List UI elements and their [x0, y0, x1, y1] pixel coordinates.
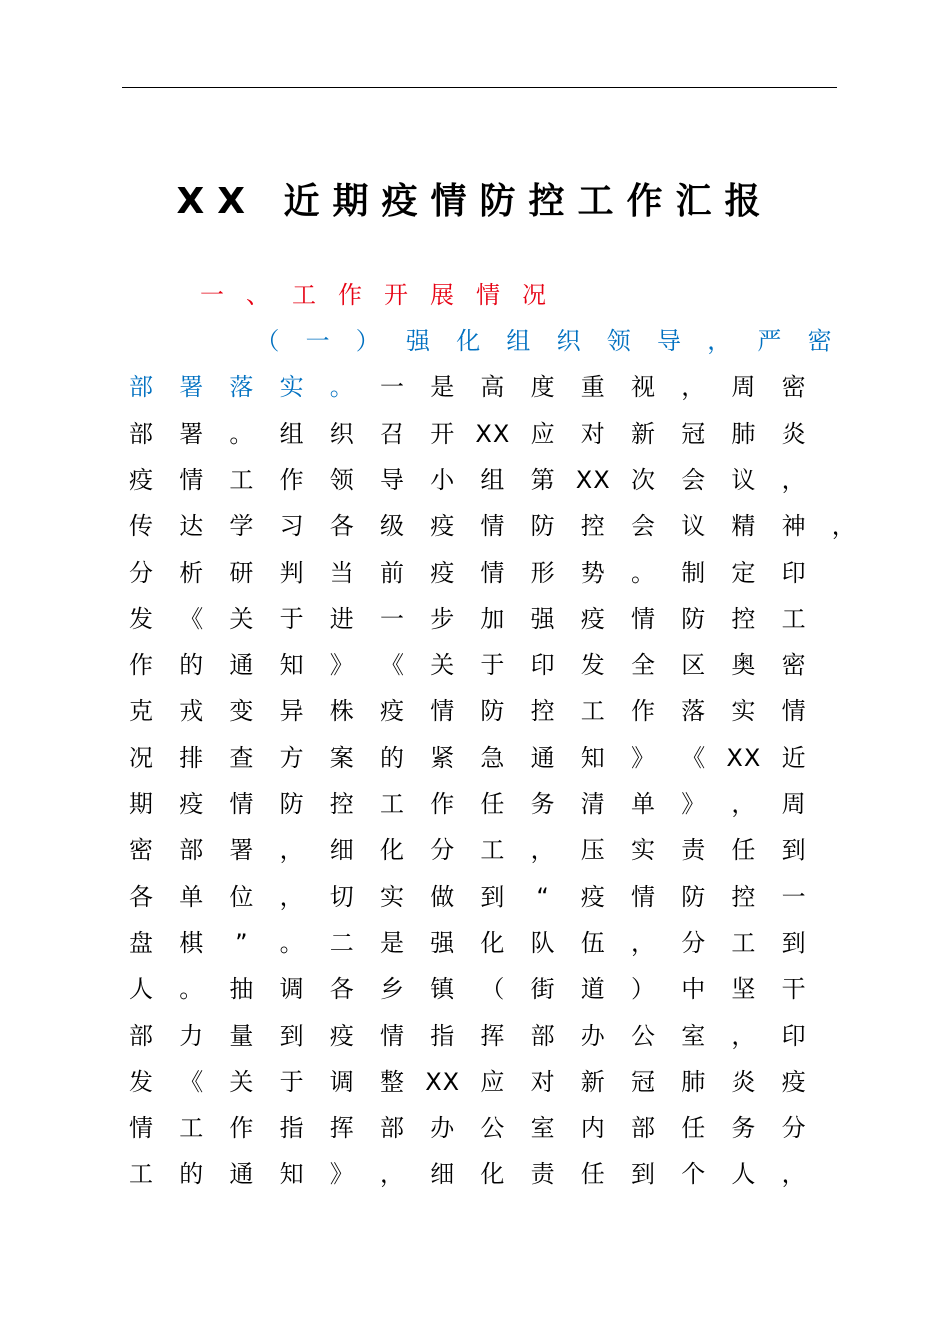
glyph: 。: [179, 975, 204, 1004]
glyph: 开: [430, 419, 455, 448]
glyph: 领: [329, 465, 354, 494]
glyph: 精: [731, 512, 756, 541]
glyph: 。: [229, 419, 254, 448]
glyph: 控: [731, 882, 756, 911]
glyph: 案: [329, 743, 354, 772]
body-line: [0, 503, 950, 549]
glyph: 指: [279, 1114, 304, 1143]
glyph: 务: [530, 790, 555, 818]
glyph: 部: [179, 836, 204, 865]
glyph: 印: [781, 1021, 806, 1050]
glyph: 是: [380, 928, 404, 957]
glyph: 人: [129, 975, 153, 1004]
glyph: 街: [530, 975, 555, 1004]
glyph: 情: [631, 882, 655, 911]
glyph: ，: [781, 1160, 806, 1189]
glyph: 变: [229, 697, 254, 726]
glyph: 防: [681, 882, 706, 911]
glyph: 防: [530, 512, 555, 541]
glyph: 情: [129, 1114, 153, 1143]
glyph: 异: [279, 697, 304, 726]
glyph: ，: [781, 465, 806, 494]
glyph: ，: [681, 373, 706, 402]
glyph: 个: [681, 1160, 706, 1189]
body-line: [0, 364, 950, 410]
glyph: 密: [807, 327, 832, 355]
glyph: ，: [530, 836, 555, 865]
glyph: 周: [781, 790, 806, 818]
glyph: 单: [631, 790, 655, 818]
glyph: 强: [530, 604, 555, 633]
glyph: 分: [430, 836, 455, 865]
glyph: ）: [631, 975, 655, 1004]
glyph: 位: [229, 882, 254, 911]
glyph: 任: [480, 790, 505, 818]
glyph: 排: [179, 743, 204, 772]
glyph: 《: [179, 1067, 204, 1096]
glyph: 定: [731, 558, 756, 587]
glyph: 办: [430, 1114, 455, 1143]
glyph: 周: [731, 373, 756, 402]
glyph: 。: [329, 373, 354, 402]
glyph: 会: [631, 512, 655, 541]
glyph: 责: [530, 1160, 555, 1189]
glyph: 挥: [329, 1114, 354, 1143]
glyph: 署: [229, 836, 254, 865]
glyph: 关: [229, 604, 254, 633]
glyph: 盘: [129, 928, 153, 957]
body-line: [0, 596, 950, 642]
glyph: 控: [580, 512, 605, 541]
glyph: 控: [530, 697, 555, 726]
glyph: 度: [530, 373, 555, 402]
body-line: [0, 642, 950, 688]
glyph: 应: [480, 1067, 505, 1096]
glyph: 导: [380, 465, 404, 494]
glyph: 情: [229, 790, 254, 818]
glyph: 第: [530, 465, 555, 494]
glyph: 作: [430, 790, 455, 818]
body-line: [0, 827, 950, 873]
glyph: 紧: [430, 743, 455, 772]
glyph: 指: [430, 1021, 455, 1050]
body-line: [0, 457, 950, 503]
glyph: 办: [580, 1021, 605, 1050]
glyph: 分: [681, 928, 706, 957]
glyph: ，: [707, 327, 732, 355]
glyph: 通: [530, 743, 555, 772]
glyph: 次: [631, 465, 655, 494]
glyph: 形: [530, 558, 555, 587]
body-line: [0, 411, 950, 457]
glyph: ，: [731, 1021, 756, 1050]
header-rule: [122, 87, 837, 88]
glyph: 于: [279, 604, 304, 633]
body-line: [0, 781, 950, 827]
glyph: 发: [129, 604, 153, 633]
body-line: [0, 966, 950, 1012]
glyph: 疫: [430, 558, 455, 587]
glyph: 各: [329, 975, 354, 1004]
glyph: 方: [279, 743, 304, 772]
glyph: 强: [406, 327, 430, 355]
glyph: 化: [480, 1160, 505, 1189]
glyph: 疫: [380, 697, 404, 726]
glyph: 分: [129, 558, 153, 587]
glyph: 》: [329, 651, 354, 680]
glyph: 研: [229, 558, 254, 587]
glyph: 挥: [480, 1021, 505, 1050]
glyph: 》: [329, 1160, 354, 1189]
glyph: 冠: [631, 1067, 655, 1096]
glyph: 调: [279, 975, 304, 1004]
glyph: 知: [279, 1160, 304, 1189]
glyph: XX: [726, 743, 762, 772]
glyph: 克: [129, 697, 153, 726]
glyph: 级: [380, 512, 404, 541]
glyph: 疫: [781, 1067, 806, 1096]
glyph: ，: [279, 882, 304, 911]
glyph: 疫: [580, 604, 605, 633]
glyph: 当: [329, 558, 354, 587]
glyph: 发: [580, 651, 605, 680]
glyph: 的: [179, 1160, 204, 1189]
glyph: 新: [580, 1067, 605, 1096]
glyph: 细: [430, 1160, 455, 1189]
glyph: （: [480, 975, 505, 1004]
glyph: 传: [129, 512, 153, 541]
glyph: 视: [631, 373, 655, 402]
glyph: 部: [380, 1114, 404, 1143]
glyph: 人: [731, 1160, 756, 1189]
glyph: 力: [179, 1021, 204, 1050]
body-line: [0, 1059, 950, 1105]
glyph: 到: [631, 1160, 655, 1189]
glyph: 切: [329, 882, 354, 911]
glyph: 实: [380, 882, 404, 911]
glyph: 关: [229, 1067, 254, 1096]
glyph: 到: [781, 836, 806, 865]
glyph: 密: [129, 836, 153, 865]
glyph: 通: [229, 651, 254, 680]
glyph: 任: [681, 1114, 706, 1143]
glyph: XX: [575, 465, 611, 494]
glyph: 疫: [129, 465, 153, 494]
glyph: 判: [279, 558, 304, 587]
glyph: 工: [179, 1114, 204, 1143]
glyph: 部: [129, 373, 153, 402]
glyph: 作: [229, 1114, 254, 1143]
glyph: ”: [235, 928, 248, 957]
glyph: 情: [631, 604, 655, 633]
glyph: 组: [480, 465, 505, 494]
glyph: 到: [480, 882, 505, 911]
glyph: 工: [129, 1160, 153, 1189]
glyph: 防: [480, 697, 505, 726]
glyph: 工: [731, 928, 756, 957]
glyph: 部: [530, 1021, 555, 1050]
glyph: 查: [229, 743, 254, 772]
glyph: XX: [425, 1067, 461, 1096]
glyph: 二: [329, 928, 354, 957]
glyph: 化: [380, 836, 404, 865]
glyph: 期: [129, 790, 153, 818]
glyph: 《: [681, 743, 706, 772]
body-line: [0, 1151, 950, 1197]
glyph: 况: [129, 743, 153, 772]
glyph: 密: [781, 651, 806, 680]
glyph: 一: [380, 604, 404, 633]
document-title: XX 近期疫情防控工作汇报: [176, 181, 774, 222]
glyph: 作: [129, 651, 153, 680]
glyph: 一: [305, 327, 330, 355]
glyph: 棋: [179, 928, 204, 957]
body-line: [0, 550, 950, 596]
glyph: 制: [681, 558, 706, 587]
glyph: 炎: [781, 419, 806, 448]
glyph: 区: [681, 651, 706, 680]
glyph: 到: [279, 1021, 304, 1050]
glyph: 伍: [580, 928, 605, 957]
glyph: 情: [380, 1021, 404, 1050]
glyph: ）: [355, 327, 380, 355]
glyph: 工: [781, 604, 806, 633]
glyph: “: [536, 882, 549, 911]
glyph: 室: [681, 1021, 706, 1050]
glyph: 情: [480, 558, 505, 587]
glyph: 化: [456, 327, 481, 355]
section-heading: 一、工作开展情况: [200, 281, 568, 309]
glyph: 高: [480, 373, 505, 402]
glyph: 势: [580, 558, 605, 587]
glyph: 调: [329, 1067, 354, 1096]
glyph: 神: [781, 512, 806, 541]
glyph: 肺: [681, 1067, 706, 1096]
glyph: 实: [731, 697, 756, 726]
glyph: 奥: [731, 651, 756, 680]
glyph: 室: [530, 1114, 555, 1143]
body-line: [0, 1105, 950, 1151]
glyph: 工: [480, 836, 505, 865]
glyph: 新: [631, 419, 655, 448]
glyph: 抽: [229, 975, 254, 1004]
glyph: 》: [631, 743, 655, 772]
glyph: 署: [179, 419, 204, 448]
glyph: 疫: [179, 790, 204, 818]
glyph: ，: [380, 1160, 404, 1189]
glyph: 落: [681, 697, 706, 726]
glyph: 控: [329, 790, 354, 818]
glyph: 务: [731, 1114, 756, 1143]
glyph: 作: [279, 465, 304, 494]
glyph: 疫: [580, 882, 605, 911]
glyph: 小: [430, 465, 455, 494]
glyph: 召: [380, 419, 404, 448]
body-line: [0, 920, 950, 966]
glyph: 炎: [731, 1067, 756, 1096]
glyph: ，: [831, 512, 856, 541]
glyph: 作: [631, 697, 655, 726]
glyph: 《: [380, 651, 404, 680]
body-line: [0, 874, 950, 920]
glyph: 会: [681, 465, 706, 494]
glyph: 一: [380, 373, 404, 402]
glyph: 各: [129, 882, 153, 911]
body-line: [0, 1013, 950, 1059]
glyph: 实: [631, 836, 655, 865]
glyph: 肺: [731, 419, 756, 448]
glyph: 严: [757, 327, 782, 355]
glyph: 道: [580, 975, 605, 1004]
glyph: 清: [580, 790, 605, 818]
glyph: 于: [279, 1067, 304, 1096]
body-line: [0, 318, 950, 364]
glyph: 密: [781, 373, 806, 402]
glyph: 情: [430, 697, 455, 726]
glyph: 导: [657, 327, 681, 355]
glyph: 《: [179, 604, 204, 633]
glyph: 印: [530, 651, 555, 680]
glyph: 单: [179, 882, 204, 911]
glyph: 情: [781, 697, 806, 726]
glyph: 整: [380, 1067, 404, 1096]
glyph: 干: [781, 975, 806, 1004]
glyph: 知: [279, 651, 304, 680]
glyph: 近: [781, 743, 806, 772]
glyph: 强: [430, 928, 455, 957]
glyph: 中: [681, 975, 706, 1004]
glyph: （: [255, 327, 280, 355]
glyph: 工: [229, 465, 254, 494]
glyph: 应: [530, 419, 555, 448]
glyph: 情: [179, 465, 204, 494]
glyph: 组: [279, 419, 304, 448]
glyph: 析: [179, 558, 204, 587]
glyph: ，: [279, 836, 304, 865]
glyph: 各: [329, 512, 354, 541]
glyph: XX: [475, 419, 511, 448]
glyph: 部: [631, 1114, 655, 1143]
glyph: 化: [480, 928, 505, 957]
glyph: 做: [430, 882, 455, 911]
glyph: 冠: [681, 419, 706, 448]
glyph: 一: [781, 882, 806, 911]
glyph: 对: [580, 419, 605, 448]
glyph: 步: [430, 604, 455, 633]
glyph: 署: [179, 373, 204, 402]
glyph: 压: [580, 836, 605, 865]
glyph: 的: [179, 651, 204, 680]
glyph: 印: [781, 558, 806, 587]
glyph: 镇: [430, 975, 455, 1004]
glyph: 的: [380, 743, 404, 772]
glyph: 量: [229, 1021, 254, 1050]
glyph: 分: [781, 1114, 806, 1143]
glyph: 。: [631, 558, 655, 587]
glyph: ，: [631, 928, 655, 957]
glyph: 领: [606, 327, 631, 355]
body-line: [0, 688, 950, 734]
glyph: 戎: [179, 697, 204, 726]
glyph: 到: [781, 928, 806, 957]
glyph: 全: [631, 651, 655, 680]
glyph: 部: [129, 1021, 153, 1050]
glyph: 公: [480, 1114, 505, 1143]
glyph: 议: [731, 465, 756, 494]
glyph: 部: [129, 419, 153, 448]
glyph: 发: [129, 1067, 153, 1096]
glyph: 学: [229, 512, 254, 541]
glyph: 》: [681, 790, 706, 818]
glyph: 责: [681, 836, 706, 865]
glyph: 疫: [430, 512, 455, 541]
glyph: 急: [480, 743, 505, 772]
glyph: 疫: [329, 1021, 354, 1050]
glyph: 关: [430, 651, 455, 680]
glyph: 内: [580, 1114, 605, 1143]
glyph: 达: [179, 512, 204, 541]
glyph: 株: [329, 697, 354, 726]
glyph: 议: [681, 512, 706, 541]
glyph: 对: [530, 1067, 555, 1096]
glyph: 织: [556, 327, 581, 355]
glyph: 公: [631, 1021, 655, 1050]
glyph: 乡: [380, 975, 404, 1004]
glyph: 防: [279, 790, 304, 818]
glyph: 实: [279, 373, 304, 402]
glyph: 工: [380, 790, 404, 818]
glyph: 情: [480, 512, 505, 541]
glyph: 工: [580, 697, 605, 726]
glyph: 组: [506, 327, 531, 355]
glyph: 于: [480, 651, 505, 680]
glyph: 控: [731, 604, 756, 633]
glyph: 细: [329, 836, 354, 865]
glyph: 是: [430, 373, 455, 402]
glyph: 重: [580, 373, 605, 402]
glyph: 进: [329, 604, 354, 633]
body-line: [0, 735, 950, 781]
glyph: 队: [530, 928, 555, 957]
glyph: 防: [681, 604, 706, 633]
glyph: 织: [329, 419, 354, 448]
glyph: 习: [279, 512, 304, 541]
glyph: ，: [731, 790, 756, 818]
glyph: 落: [229, 373, 254, 402]
glyph: 坚: [731, 975, 756, 1004]
glyph: 任: [580, 1160, 605, 1189]
glyph: 加: [480, 604, 505, 633]
glyph: 知: [580, 743, 605, 772]
glyph: 前: [380, 558, 404, 587]
glyph: 任: [731, 836, 756, 865]
glyph: 通: [229, 1160, 254, 1189]
glyph: 。: [279, 928, 304, 957]
